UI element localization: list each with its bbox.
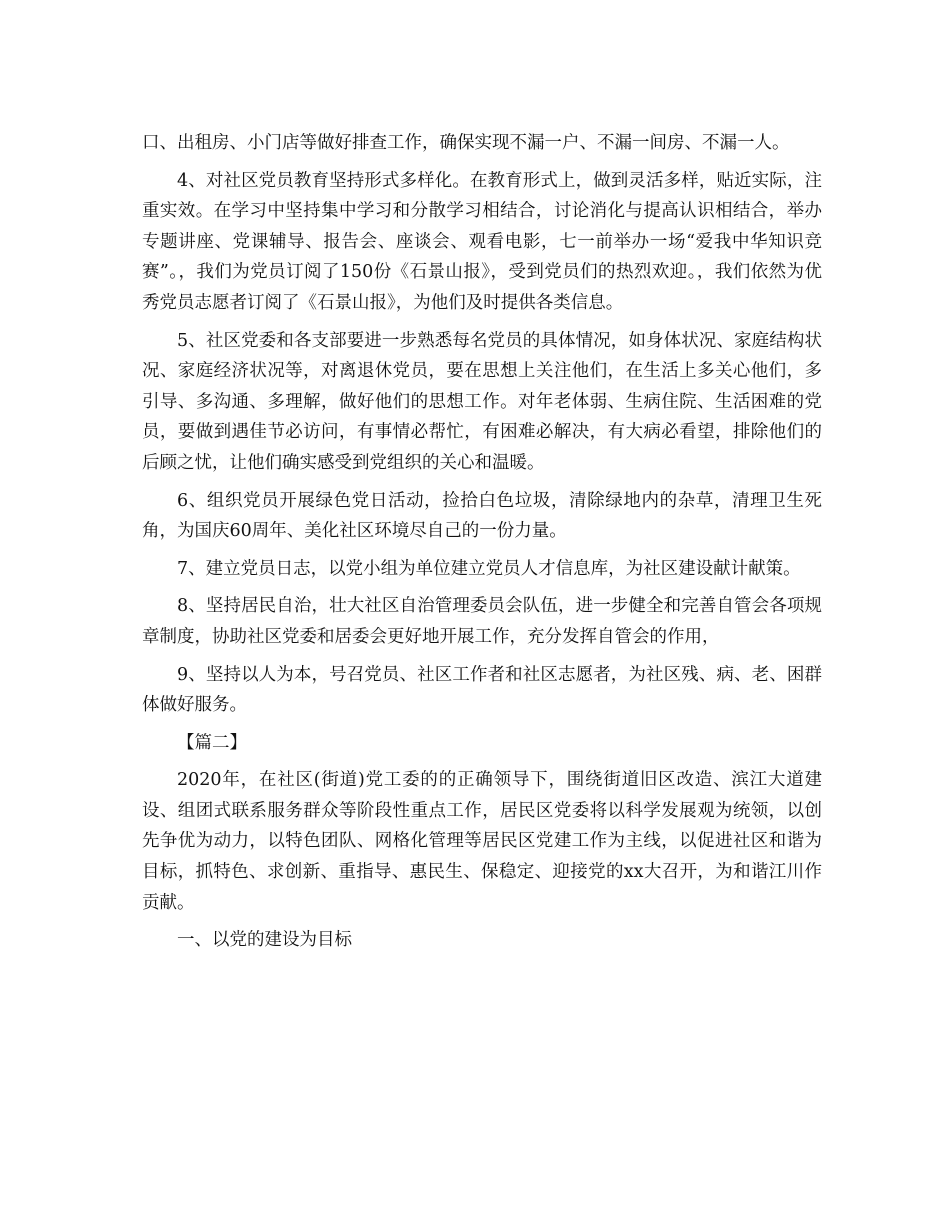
paragraph-item-8: 8、坚持居民自治，壮大社区自治管理委员会队伍，进一步健全和完善自管会各项规章制度，协助社区党委和居委会更好地开展工作，充分发挥自管会的作用， xyxy=(142,596,822,647)
section-heading-part-two: 【篇二】 xyxy=(177,732,247,753)
paragraph-item-5: 5、社区党委和各支部要进一步熟悉每名党员的具体情况，如身体状况、家庭结构状况、家庭经济状况等，对离退休党员，要在思想上关注他们，在生活上多关心他们，多引导、多沟通、多理解，做好他们的思想工作。对年老体弱、生病住院、生活困难的党员，要做到遇佳节必访问，有事情必帮忙，有困难必解决，有大病必看望，排除他们的后顾之忧，让他们确实感受到党组织的关心和温暖。 xyxy=(142,330,822,473)
paragraph-intro-2020: 2020年，在社区(街道)党工委的的正确领导下，围绕街道旧区改造、滨江大道建设、组团式联系服务群众等阶段性重点工作，居民区党委将以科学发展观为统领，以创先争优为动力，以特色团队、网格化管理等居民区党建工作为主线，以促进社区和谐为目标，抓特色、求创新、重指导、惠民生、保稳定、迎接党的xx大召开，为和谐江川作贡献。 xyxy=(142,770,822,913)
paragraph-item-6: 6、组织党员开展绿色党日活动，捡拾白色垃圾，清除绿地内的杂草，清理卫生死角，为国庆60周年、美化社区环境尽自己的一份力量。 xyxy=(142,490,822,542)
paragraph-item-4: 4、对社区党员教育坚持形式多样化。在教育形式上，做到灵活多样，贴近实际，注重实效。在学习中坚持集中学习和分散学习相结合，讨论消化与提高认识相结合，举办专题讲座、党课辅导、报告会、座谈会、观看电影，七一前举办一场“爱我中华知识竞赛”。，我们为党员订阅了150份《石景山报》，受到党员们的热烈欢迎。，我们依然为优秀党员志愿者订阅了《石景山报》，为他们及时提供各类信息。 xyxy=(142,170,822,313)
document-body xyxy=(142,128,822,963)
paragraph-item-7: 7、建立党员日志，以党小组为单位建立党员人才信息库，为社区建设献计献策。 xyxy=(177,558,801,579)
section-heading-one: 一、以党的建设为目标 xyxy=(177,930,352,951)
paragraph-item-9: 9、坚持以人为本，号召党员、社区工作者和社区志愿者，为社区残、病、老、困群体做好服务。 xyxy=(142,664,822,716)
paragraph-continuation: 口、出租房、小门店等做好排查工作，确保实现不漏一户、不漏一间房、不漏一人。 xyxy=(142,133,790,153)
